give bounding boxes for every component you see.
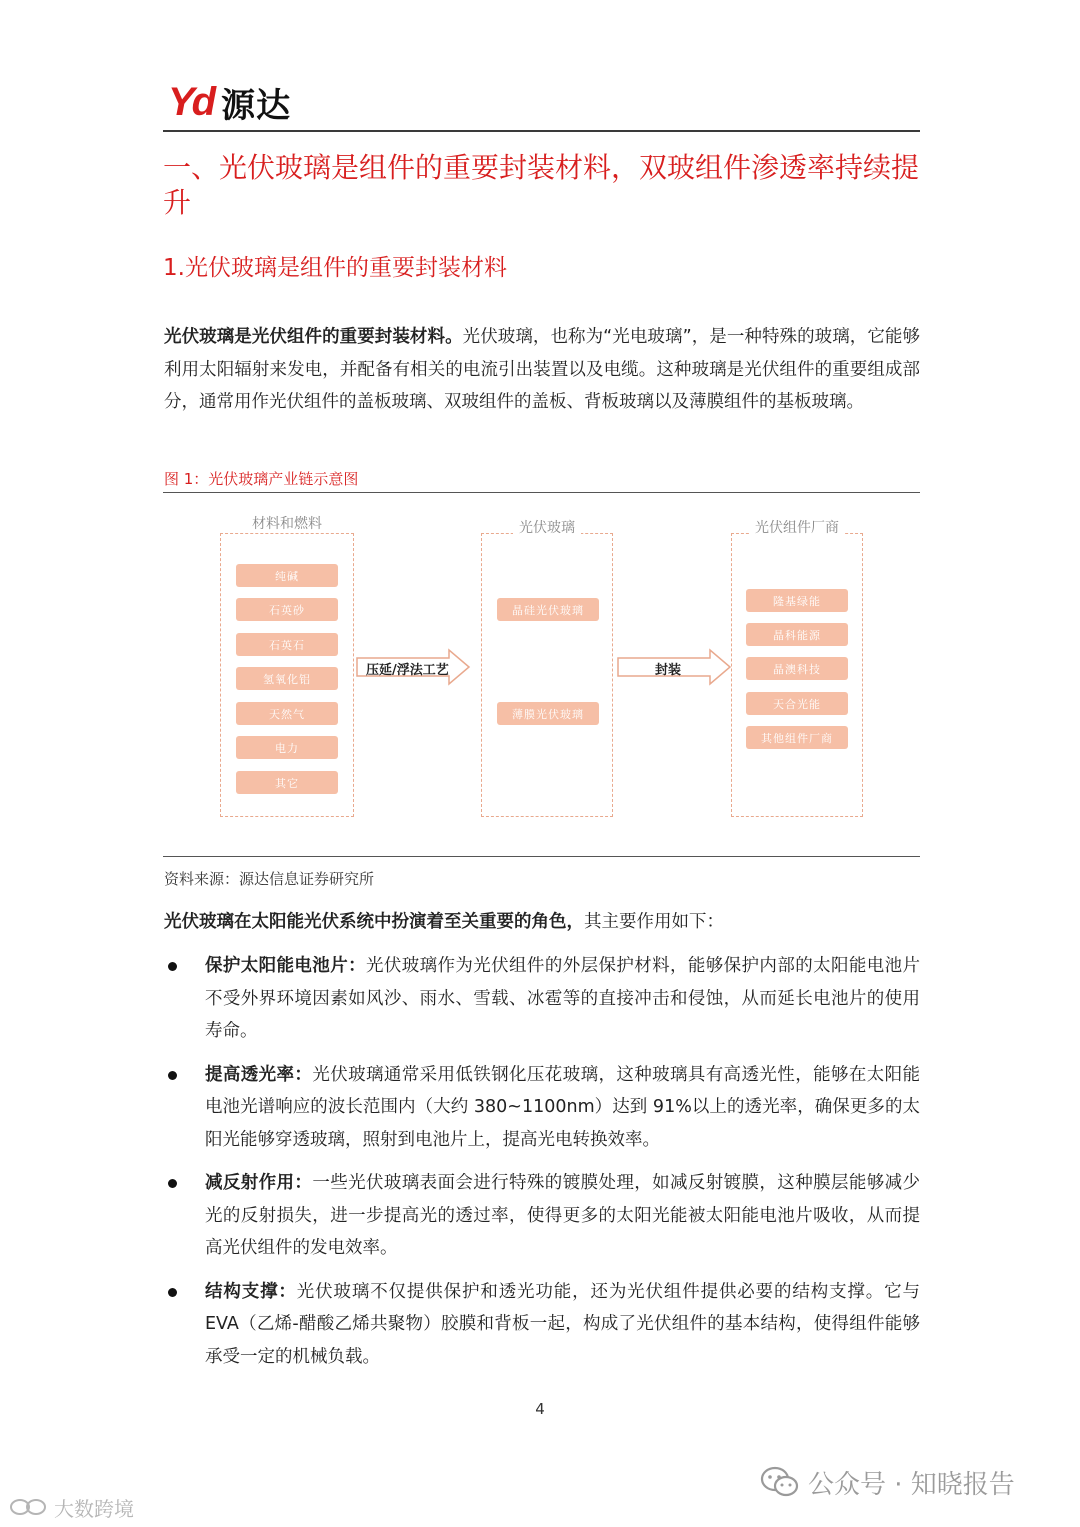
figure-top-rule xyxy=(163,492,920,493)
bullet-title: 结构支撑： xyxy=(205,1281,297,1302)
pv-glass-label: 光伏玻璃 xyxy=(513,519,581,537)
page-number: 4 xyxy=(535,1400,545,1418)
pv-glass-pill: 晶硅光伏玻璃 xyxy=(497,598,599,621)
source-watermark xyxy=(8,1492,134,1522)
logo-mark: Yd xyxy=(168,79,214,124)
company-logo xyxy=(168,80,291,124)
link-icon xyxy=(8,1495,50,1519)
manufacturer-pill: 晶澳科技 xyxy=(746,657,848,680)
bullet-dot-icon xyxy=(168,1179,177,1188)
materials-label: 材料和燃料 xyxy=(246,515,328,533)
manufacturer-pill: 天合光能 xyxy=(746,692,848,715)
material-pill: 电力 xyxy=(236,736,338,759)
process-arrow-label: 压延/浮法工艺 xyxy=(366,663,449,678)
material-pill: 其它 xyxy=(236,771,338,794)
role-intro-bold: 光伏玻璃在太阳能光伏系统中扮演着至关重要的角色， xyxy=(164,912,584,932)
bullet-text: 光伏玻璃通常采用低铁钢化压花玻璃，这种玻璃具有高透光性，能够在太阳能电池光谱响应的波长范围内（大约 380~1100nm）达到 91%以上的透光率，确保更多的太阳光能够穿透玻璃，照射到电池片上，提高光电转换效率。 xyxy=(205,1064,921,1150)
material-pill: 氢氧化铝 xyxy=(236,667,338,690)
manufacturer-pill: 其他组件厂商 xyxy=(746,726,848,749)
wechat-watermark xyxy=(760,1462,1015,1502)
bullet-dot-icon xyxy=(168,962,177,971)
subsection-title: 1.光伏玻璃是组件的重要封装材料 xyxy=(163,255,507,281)
intro-bold: 光伏玻璃是光伏组件的重要封装材料。 xyxy=(164,327,463,347)
material-pill: 天然气 xyxy=(236,702,338,725)
pv-glass-box xyxy=(481,533,613,817)
logo-text: 源达 xyxy=(221,85,292,126)
figure-title: 图 1：光伏玻璃产业链示意图 xyxy=(164,470,359,488)
material-pill: 纯碱 xyxy=(236,564,338,587)
bullet-text: 光伏玻璃不仅提供保护和透光功能，还为光伏组件提供必要的结构支撑。它与 EVA（乙烯-醋酸乙烯共聚物）胶膜和背板一起，构成了光伏组件的基本结构，使得组件能够承受一定的机械负载。 xyxy=(205,1281,921,1367)
bullet-text: 光伏玻璃作为光伏组件的外层保护材料，能够保护内部的太阳能电池片不受外界环境因素如风沙、雨水、雪载、冰雹等的直接冲击和侵蚀，从而延长电池片的使用寿命。 xyxy=(205,956,921,1041)
bullet-title: 保护太阳能电池片： xyxy=(205,956,366,976)
section-title: 一、光伏玻璃是组件的重要封装材料，双玻组件渗透率持续提升 xyxy=(163,151,920,219)
manufacturer-pill: 隆基绿能 xyxy=(746,589,848,612)
packaging-arrow-label: 封装 xyxy=(655,663,682,678)
role-intro xyxy=(164,906,920,939)
bullet-dot-icon xyxy=(168,1071,177,1080)
manufacturers-label: 光伏组件厂商 xyxy=(749,519,845,537)
role-bullet-list xyxy=(164,950,920,1384)
bullet-item xyxy=(164,1059,920,1157)
bullet-item xyxy=(164,1276,920,1374)
material-pill: 石英石 xyxy=(236,633,338,656)
bullet-dot-icon xyxy=(168,1288,177,1297)
material-pill: 石英砂 xyxy=(236,598,338,621)
bullet-text: 一些光伏玻璃表面会进行特殊的镀膜处理，如减反射镀膜，这种膜层能够减少光的反射损失，进一步提高光的透过率，使得更多的太阳光能被太阳能电池片吸收，从而提高光伏组件的发电效率。 xyxy=(205,1173,921,1258)
figure-source: 资料来源：源达信息证券研究所 xyxy=(164,870,375,888)
bullet-item xyxy=(164,950,920,1048)
header-divider xyxy=(163,130,920,132)
intro-text: 光伏玻璃，也称为“光电玻璃”，是一种特殊的玻璃，它能够利用太阳辐射来发电，并配备有相关的电流引出装置以及电缆。这种玻璃是光伏组件的重要组成部分，通常用作光伏组件的盖板玻璃、双玻组件的盖板、背板玻璃以及薄膜组件的基板玻璃。 xyxy=(164,327,921,412)
bullet-title: 提高透光率： xyxy=(205,1064,313,1085)
bullet-item xyxy=(164,1167,920,1265)
figure-bottom-rule xyxy=(163,856,920,857)
manufacturer-pill: 晶科能源 xyxy=(746,623,848,646)
source-watermark-text: 大数跨境 xyxy=(54,1496,134,1521)
intro-paragraph xyxy=(164,321,920,419)
pv-glass-pill: 薄膜光伏玻璃 xyxy=(497,702,599,725)
wechat-icon xyxy=(760,1465,800,1499)
role-intro-text: 其主要作用如下： xyxy=(584,912,724,932)
bullet-title: 减反射作用： xyxy=(205,1173,313,1193)
wechat-watermark-text: 公众号 · 知晓报告 xyxy=(808,1469,1015,1500)
